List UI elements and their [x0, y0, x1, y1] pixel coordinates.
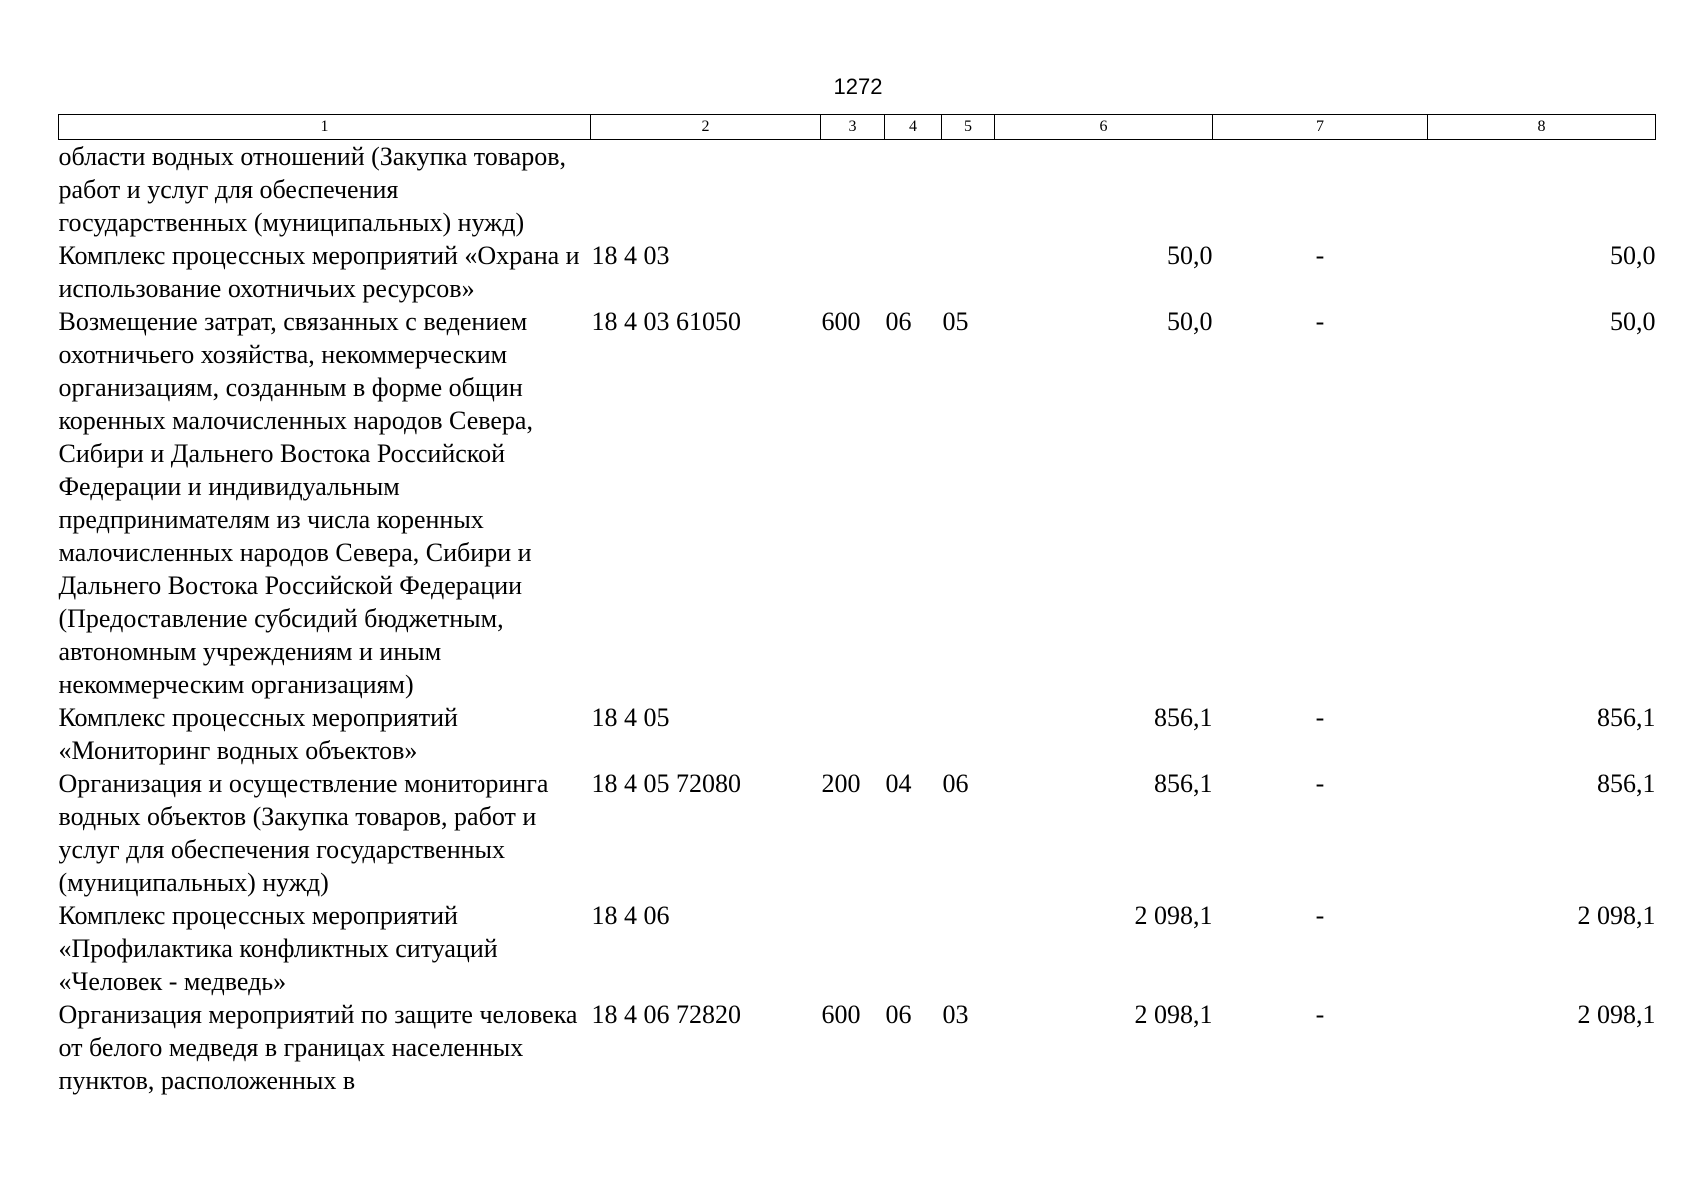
- page-number: 1272: [833, 74, 883, 99]
- row-col-6: 50,0: [1167, 307, 1213, 336]
- budget-table: [58, 114, 1656, 1097]
- row-col-7: -: [1315, 703, 1325, 732]
- table-row: [59, 899, 1656, 998]
- row-col-4: [885, 239, 942, 305]
- row-col-5: [942, 701, 995, 767]
- row-code: 18 4 03: [591, 241, 670, 270]
- table-row: [59, 998, 1656, 1097]
- row-name: Комплекс процессных мероприятий «Профилактика конфликтных ситуаций «Человек - медведь»: [58, 901, 498, 996]
- row-col-7: -: [1315, 1000, 1325, 1029]
- column-header-8: 8: [1428, 115, 1656, 140]
- column-header-2: 2: [591, 115, 821, 140]
- row-name: Комплекс процессных мероприятий «Охрана и использование охотничьих ресурсов»: [58, 241, 580, 303]
- row-col-4: 04: [885, 769, 912, 798]
- column-header-3: 3: [821, 115, 885, 140]
- row-col-7: [1213, 140, 1428, 240]
- row-col-6: 856,1: [1154, 769, 1213, 798]
- row-col-3: [821, 140, 885, 240]
- column-header-1: 1: [59, 115, 591, 140]
- row-name: Возмещение затрат, связанных с ведением охотничьего хозяйства, некоммерческим организациям, созданным в форме общин коренных малочисленных народов Севера, Сибири и Дальнего Востока Российской Федерации и индивидуальным предпринимателям из числа коренных малочисленных народов Севера, Сибири и Дальнего Востока Российской Федерации (Предоставление субсидий бюджетным, автономным учреждениям и иным некоммерческим организациям): [58, 307, 533, 699]
- row-code: 18 4 05: [591, 703, 670, 732]
- row-col-5: 06: [942, 769, 969, 798]
- column-header-6: 6: [995, 115, 1213, 140]
- column-header-5: 5: [942, 115, 995, 140]
- row-col-7: -: [1315, 769, 1325, 798]
- row-col-5: 05: [942, 307, 969, 336]
- row-code: 18 4 03 61050: [591, 307, 741, 336]
- column-header-7: 7: [1213, 115, 1428, 140]
- table-row: [59, 305, 1656, 701]
- row-col-4: [885, 899, 942, 998]
- row-col-4: 06: [885, 1000, 912, 1029]
- row-col-5: [942, 239, 995, 305]
- row-col-4: [885, 140, 942, 240]
- row-name: Комплекс процессных мероприятий «Мониторинг водных объектов»: [58, 703, 458, 765]
- row-code: 18 4 05 72080: [591, 769, 741, 798]
- row-col-8: 856,1: [1597, 703, 1656, 732]
- row-code: 18 4 06: [591, 901, 670, 930]
- table-row: [59, 140, 1656, 240]
- row-col-3: 600: [821, 1000, 861, 1029]
- row-col-4: [885, 701, 942, 767]
- row-name: Организация и осуществление мониторинга водных объектов (Закупка товаров, работ и услуг для обеспечения государственных (муниципальных) нужд): [58, 769, 549, 897]
- row-col-7: -: [1315, 241, 1325, 270]
- row-col-5: 03: [942, 1000, 969, 1029]
- row-col-7: -: [1315, 901, 1325, 930]
- row-col-8: 2 098,1: [1577, 901, 1656, 930]
- row-col-6: 2 098,1: [1134, 1000, 1213, 1029]
- row-col-3: [821, 899, 885, 998]
- table-row: [59, 701, 1656, 767]
- row-col-4: 06: [885, 307, 912, 336]
- row-col-6: 50,0: [1167, 241, 1213, 270]
- row-col-6: [995, 140, 1213, 240]
- row-code: [591, 140, 821, 240]
- row-col-7: -: [1315, 307, 1325, 336]
- row-name: области водных отношений (Закупка товаров, работ и услуг для обеспечения государственных (муниципальных) нужд): [58, 142, 567, 237]
- row-col-6: 2 098,1: [1134, 901, 1213, 930]
- row-col-8: 50,0: [1610, 241, 1656, 270]
- row-col-8: 50,0: [1610, 307, 1656, 336]
- table-row: [59, 239, 1656, 305]
- row-code: 18 4 06 72820: [591, 1000, 741, 1029]
- row-col-3: 200: [821, 769, 861, 798]
- column-header-4: 4: [885, 115, 942, 140]
- column-number-header-row: [59, 115, 1656, 140]
- table-row: [59, 767, 1656, 899]
- row-col-5: [942, 899, 995, 998]
- row-col-8: 2 098,1: [1577, 1000, 1656, 1029]
- row-col-3: [821, 239, 885, 305]
- row-col-3: 600: [821, 307, 861, 336]
- row-col-3: [821, 701, 885, 767]
- row-name: Организация мероприятий по защите человека от белого медведя в границах населенных пунктов, расположенных в: [58, 1000, 578, 1095]
- row-col-5: [942, 140, 995, 240]
- row-col-8: 856,1: [1597, 769, 1656, 798]
- row-col-6: 856,1: [1154, 703, 1213, 732]
- row-col-8: [1428, 140, 1656, 240]
